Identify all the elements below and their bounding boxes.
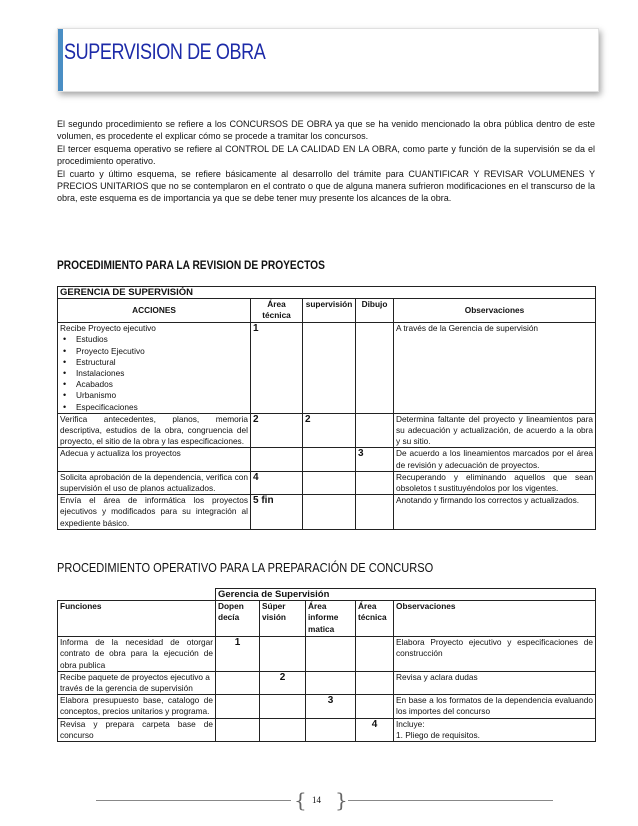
table-cell (303, 471, 356, 494)
table-cell: Recuperando y eliminando aquellos que sean obsoletos t sustituyéndolos por los vigentes. (394, 471, 596, 494)
table-cell: 2 (303, 413, 356, 448)
column-header: Funciones (58, 601, 216, 637)
table-row (58, 323, 596, 414)
column-header: Área informe matica (306, 601, 356, 637)
table-cell: 2 (251, 413, 303, 448)
table-cell (306, 637, 356, 672)
table-cell: 5 fin (251, 495, 303, 530)
intro-paragraph: El segundo procedimiento se refiere a los CONCURSOS DE OBRA ya que se ha venido mencionado la obra pública dentro de este volumen, es procedente el explicar cómo se procede a tramitar los concursos. (57, 119, 595, 142)
column-header: Dibujo (356, 299, 394, 323)
column-header: Dopen decía (216, 601, 260, 637)
intro-text (57, 118, 595, 205)
table-cell (260, 637, 306, 672)
table-cell: De acuerdo a los lineamientos marcados por el área de revisión y adecuación de proyectos. (394, 448, 596, 471)
table-cell (356, 637, 394, 672)
concurso-table (57, 588, 596, 742)
table-cell: Elabora Proyecto ejecutivo y especificaciones de construcción (394, 637, 596, 672)
table-cell: Solicita aprobación de la dependencia, verifica con supervisión el uso de planos actualizados. (58, 471, 251, 494)
table-cell: 2 (260, 671, 306, 694)
table-row (58, 718, 596, 741)
table-cell (303, 495, 356, 530)
table-cell: Recibe paquete de proyectos ejecutivo a través de la gerencia de supervisión (58, 671, 216, 694)
table-cell (260, 718, 306, 741)
table-cell (306, 671, 356, 694)
table-cell: Revisa y prepara carpeta base de concurso (58, 718, 216, 741)
table-cell (356, 695, 394, 718)
table-cell (303, 323, 356, 414)
table-cell: Anotando y firmando los correctos y actualizados. (394, 495, 596, 530)
table-cell: Informa de la necesidad de otorgar contrato de obra para la ejecución de obra publica (58, 637, 216, 672)
list-item: • Proyecto Ejecutivo (60, 346, 248, 357)
table-row (58, 448, 596, 471)
table-group-header: GERENCIA DE SUPERVISIÓN (58, 287, 596, 299)
cell-text: Recibe Proyecto ejecutivo (60, 323, 156, 334)
list-item: • Instalaciones (60, 368, 248, 379)
table-row (58, 413, 596, 448)
intro-paragraph: El cuarto y último esquema, se refiere básicamente al desarrollo del trámite para CUANTIFICAR Y REVISAR VOLUMENES Y PRECIOS UNITARIOS que no se contemplaron en el contrato o que de alguna manera sufrieron modificaciones en el transcurso de la obra, este esquema es de importancia ya que se debe tener muy presente los alcances de la obra. (57, 168, 595, 204)
table-cell (260, 695, 306, 718)
page-title: SUPERVISION DE OBRA (64, 39, 266, 64)
table-cell: En base a los formatos de la dependencia evaluando los importes del concurso (394, 695, 596, 718)
table-cell: Elabora presupuesto base, catalogo de conceptos, precios unitarios y programa. (58, 695, 216, 718)
table-cell (216, 695, 260, 718)
footer-rule-left (96, 800, 291, 801)
list-item: • Acabados (60, 379, 248, 390)
table-cell: 1 (216, 637, 260, 672)
right-brace-icon: } (335, 788, 348, 812)
column-header: ACCIONES (58, 299, 251, 323)
table-cell: A través de la Gerencia de supervisión (394, 323, 596, 414)
table-cell (58, 323, 251, 414)
title-banner (57, 28, 599, 92)
table-group-header: Gerencia de Supervisión (216, 589, 596, 601)
table-cell: 1 (251, 323, 303, 414)
table-cell (306, 718, 356, 741)
table-cell: Determina faltante del proyecto y lineamientos para su adecuación y actualización, de acuerdo a la obra y su sitio. (394, 413, 596, 448)
table-cell (356, 323, 394, 414)
table-row (58, 695, 596, 718)
table-cell (251, 448, 303, 471)
table-cell (394, 718, 596, 741)
table-cell: 4 (356, 718, 394, 741)
column-header: Súper visión (260, 601, 306, 637)
column-header: Área técnica (251, 299, 303, 323)
table-cell (356, 495, 394, 530)
bullet-list (60, 334, 248, 412)
cell-text: 1. Pliego de requisitos. (396, 729, 480, 740)
list-item: • Estudios (60, 334, 248, 345)
list-item: • Especificaciones (60, 402, 248, 413)
table-cell: 3 (306, 695, 356, 718)
table-cell (216, 671, 260, 694)
cell-text: Incluye: (396, 718, 425, 729)
table-cell (356, 671, 394, 694)
intro-paragraph: El tercer esquema operativo se refiere al CONTROL DE LA CALIDAD EN LA OBRA, como parte y función de la supervisión se da el procedimiento operativo. (57, 143, 595, 167)
left-brace-icon: { (294, 788, 307, 812)
column-header: Observaciones (394, 601, 596, 637)
revision-table (57, 286, 596, 530)
footer-rule-right (348, 800, 553, 801)
table-row (58, 495, 596, 530)
table-cell: 3 (356, 448, 394, 471)
table-cell (356, 471, 394, 494)
table-cell (303, 448, 356, 471)
table-cell: Envía el área de informática los proyectos ejecutivos y modificados para su integración al expediente básico. (58, 495, 251, 530)
table-cell (216, 718, 260, 741)
table-row (58, 671, 596, 694)
column-header: Área técnica (356, 601, 394, 637)
column-header: Observaciones (394, 299, 596, 323)
table-cell: Verifica antecedentes, planos, memoria descriptiva, estudios de la obra, congruencia del proyecto, el sitio de la obra y las especificaciones. (58, 413, 251, 448)
table-row (58, 637, 596, 672)
section-heading-concurso: PROCEDIMIENTO OPERATIVO PARA LA PREPARACIÓN DE CONCURSO (57, 560, 434, 575)
blank-cell (58, 589, 216, 601)
list-item: • Estructural (60, 357, 248, 368)
list-item: • Urbanismo (60, 390, 248, 401)
table-cell: Revisa y aclara dudas (394, 671, 596, 694)
table-cell (356, 413, 394, 448)
column-header: supervisión (303, 299, 356, 323)
table-cell: Adecua y actualiza los proyectos (58, 448, 251, 471)
table-cell: 4 (251, 471, 303, 494)
page-number: 14 (312, 795, 321, 805)
section-heading-revision: PROCEDIMIENTO PARA LA REVISION DE PROYECTOS (57, 258, 325, 272)
title-accent-stripe (58, 29, 63, 91)
table-row (58, 471, 596, 494)
